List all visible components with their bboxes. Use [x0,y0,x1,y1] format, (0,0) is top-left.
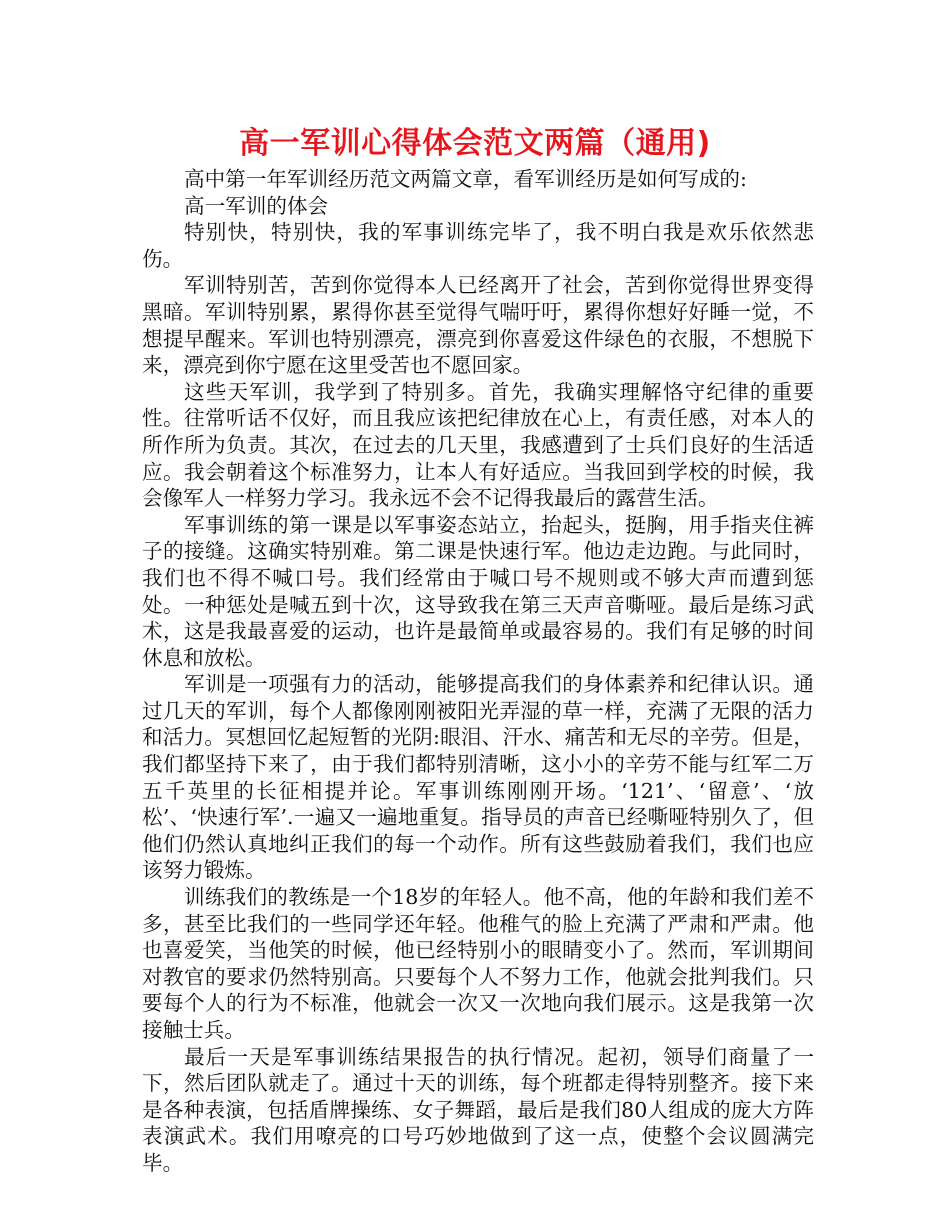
paragraph: 训练我们的教练是一个18岁的年轻人。他不高，他的年龄和我们差不多，甚至比我们的一些同学还年轻。他稚气的脸上充满了严肃和严肃。他也喜爱笑，当他笑的时候，他已经特别小的眼睛变小了。然而，军训期间对教官的要求仍然特别高。只要每个人不努力工作，他就会批判我们。只要每个人的行为不标准，他就会一次又一次地向我们展示。这是我第一次接触士兵。 [142,885,814,1042]
paragraph: 军训特别苦，苦到你觉得本人已经离开了社会，苦到你觉得世界变得黑暗。军训特别累，累得你甚至觉得气喘吁吁，累得你想好好睡一觉，不想提早醒来。军训也特别漂亮，漂亮到你喜爱这件绿色的衣服，不想脱下来，漂亮到你宁愿在这里受苦也不愿回家。 [142,273,814,378]
paragraph: 最后一天是军事训练结果报告的执行情况。起初，领导们商量了一下，然后团队就走了。通过十天的训练，每个班都走得特别整齐。接下来是各种表演，包括盾牌操练、女子舞蹈，最后是我们80人组成的庞大方阵表演武术。我们用嘹亮的口号巧妙地做到了这一点，使整个会议圆满完毕。 [142,1044,814,1175]
paragraph-intro: 高中第一年军训经历范文两篇文章，看军训经历是如何写成的: [184,167,747,191]
paragraph: 这些天军训，我学到了特别多。首先，我确实理解恪守纪律的重要性。往常听话不仅好，而且我应该把纪律放在心上，有责任感，对本人的所作所为负责。其次，在过去的几天里，我感遭到了士兵们良好的生活适应。我会朝着这个标准努力，让本人有好适应。当我回到学校的时候，我会像军人一样努力学习。我永远不会不记得我最后的露营生活。 [142,379,814,511]
paragraph: 军训是一项强有力的活动，能够提高我们的身体素养和纪律认识。通过几天的军训，每个人都像刚刚被阳光弄湿的草一样，充满了无限的活力和活力。冥想回忆起短暂的光阴:眼泪、汗水、痛苦和无尽的辛劳。但是，我们都坚持下来了，由于我们都特别清晰，这小小的辛劳不能与红军二万五千英里的长征相提并论。军事训练刚刚开场。‘121’、‘留意’、‘放松’、‘快速行军’.一遍又一遍地重复。指导员的声音已经嘶哑特别久了，但他们仍然认真地纠正我们的每一个动作。所有这些鼓励着我们，我们也应该努力锻炼。 [142,672,814,883]
document-body [142,166,814,1177]
paragraph: 军事训练的第一课是以军事姿态站立，抬起头，挺胸，用手指夹住裤子的接缝。这确实特别难。第二课是快速行军。他边走边跑。与此同时，我们也不得不喊口号。我们经常由于喊口号不规则或不够大声而遭到惩处。一种惩处是喊五到十次，这导致我在第三天声音嘶哑。最后是练习武术，这是我最喜爱的运动，也许是最简单或最容易的。我们有足够的时间休息和放松。 [142,512,814,670]
paragraph-subtitle: 高一军训的体会 [184,193,329,218]
paragraph: 特别快，特别快，我的军事训练完毕了，我不明白我是欢乐依然悲伤。 [142,220,814,271]
document-title: 高一军训心得体会范文两篇（通用) [239,126,711,161]
